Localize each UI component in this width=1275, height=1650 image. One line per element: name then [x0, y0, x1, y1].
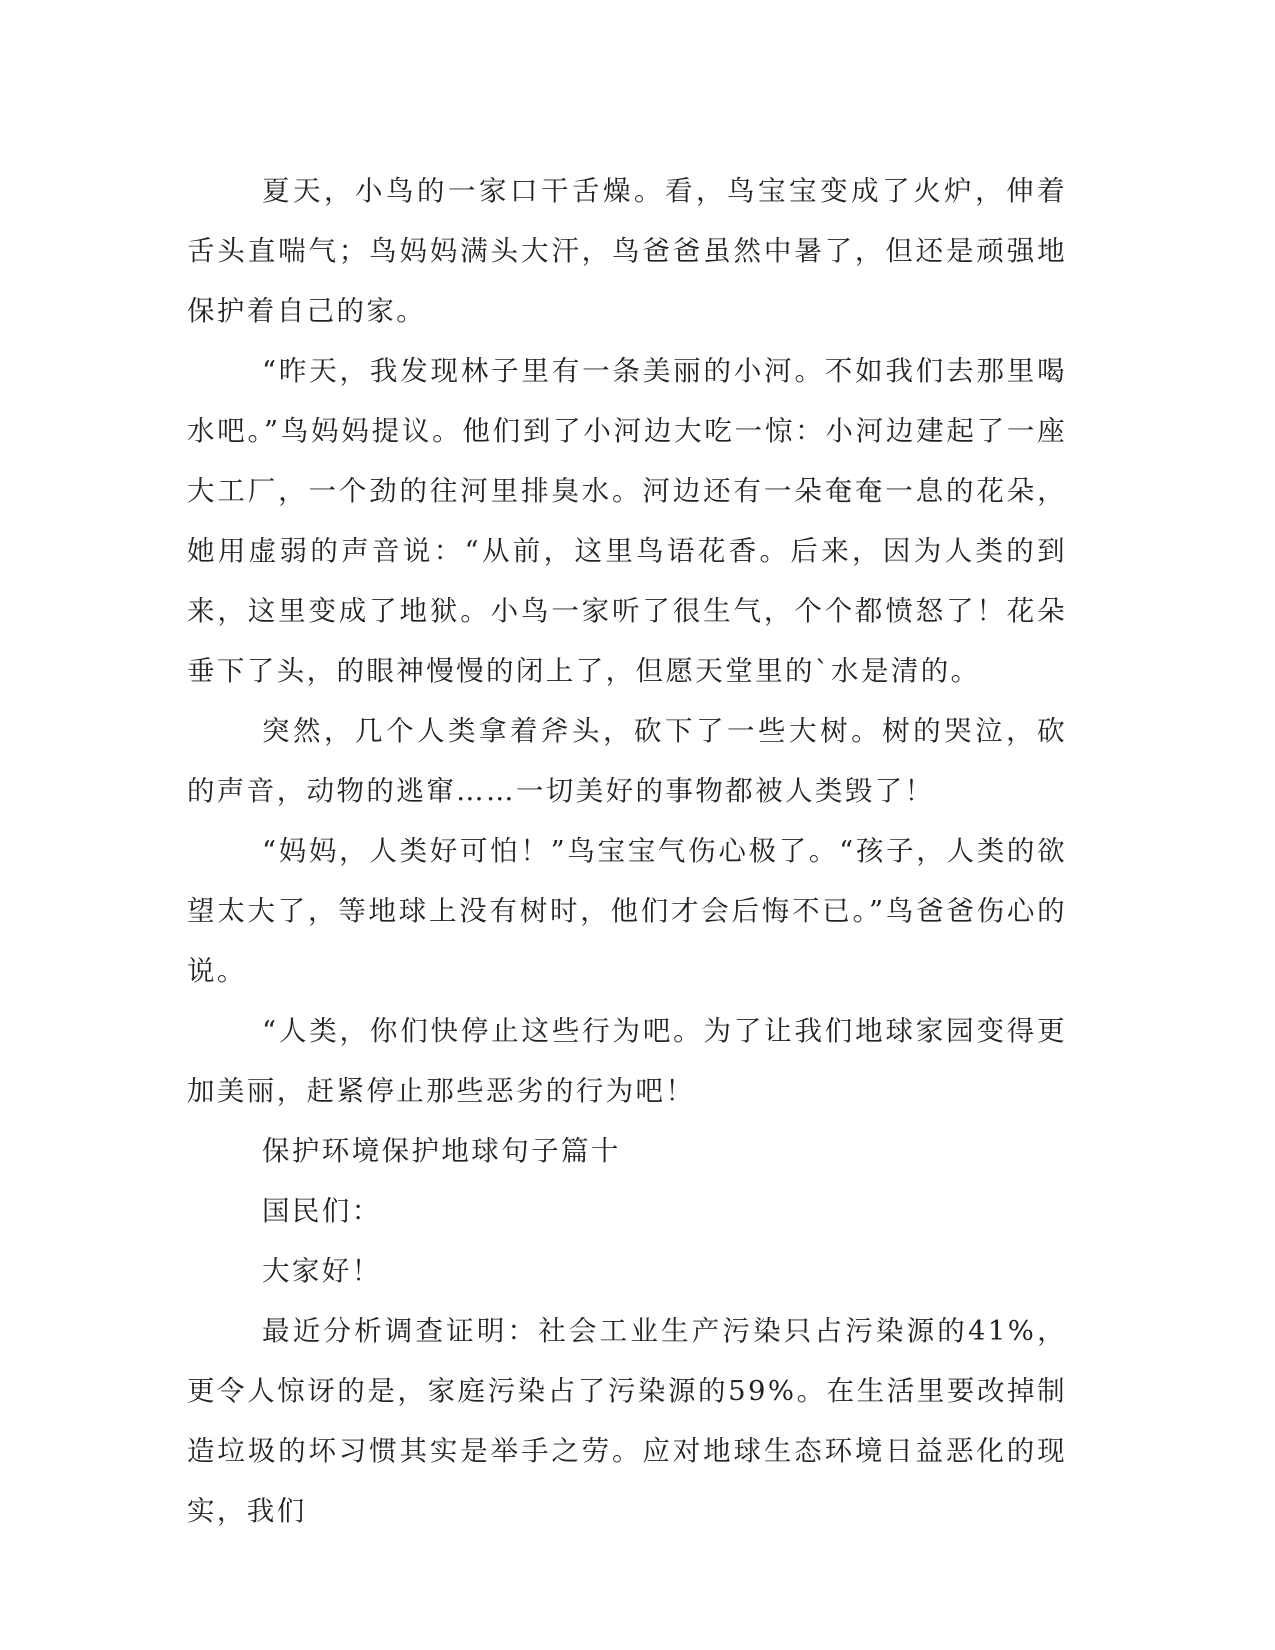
paragraph-trees-cut: 突然，几个人类拿着斧头，砍下了一些大树。树的哭泣，砍的声音，动物的逃窜……一切美好的事物都被人类毁了！ [187, 715, 1067, 807]
paragraph-river-factory: “昨天，我发现林子里有一条美丽的小河。不如我们去那里喝水吧。”鸟妈妈提议。他们到了小河边大吃一惊：小河边建起了一座大工厂，一个劲的往河里排臭水。河边还有一朵奄奄一息的花朵，她用虚弱的声音说：“从前，这里鸟语花香。后来，因为人类的到来，这里变成了地狱。小鸟一家听了很生气，个个都愤怒了！花朵垂下了头，的眼神慢慢的闭上了，但愿天堂里的`水是清的。 [187, 355, 1067, 687]
paragraph-appeal: “人类，你们快停止这些行为吧。为了让我们地球家园变得更加美丽，赶紧停止那些恶劣的行为吧！ [187, 1015, 1067, 1107]
salutation: 国民们： [262, 1195, 382, 1227]
document-body [187, 161, 1067, 1541]
greeting: 大家好！ [262, 1255, 382, 1287]
paragraph-summer-birds: 夏天，小鸟的一家口干舌燥。看，鸟宝宝变成了火炉，伸着舌头直喘气；鸟妈妈满头大汗，鸟爸爸虽然中暑了，但还是顽强地保护着自己的家。 [187, 175, 1067, 327]
paragraph-mother-dialogue: “妈妈，人类好可怕！”鸟宝宝气伤心极了。“孩子，人类的欲望太大了，等地球上没有树时，他们才会后悔不已。”鸟爸爸伤心的说。 [187, 835, 1067, 987]
paragraph-pollution-survey: 最近分析调查证明：社会工业生产污染只占污染源的41%，更令人惊讶的是，家庭污染占了污染源的59%。在生活里要改掉制造垃圾的坏习惯其实是举手之劳。应对地球生态环境日益恶化的现实，我们 [187, 1315, 1067, 1527]
section-heading: 保护环境保护地球句子篇十 [262, 1135, 621, 1167]
